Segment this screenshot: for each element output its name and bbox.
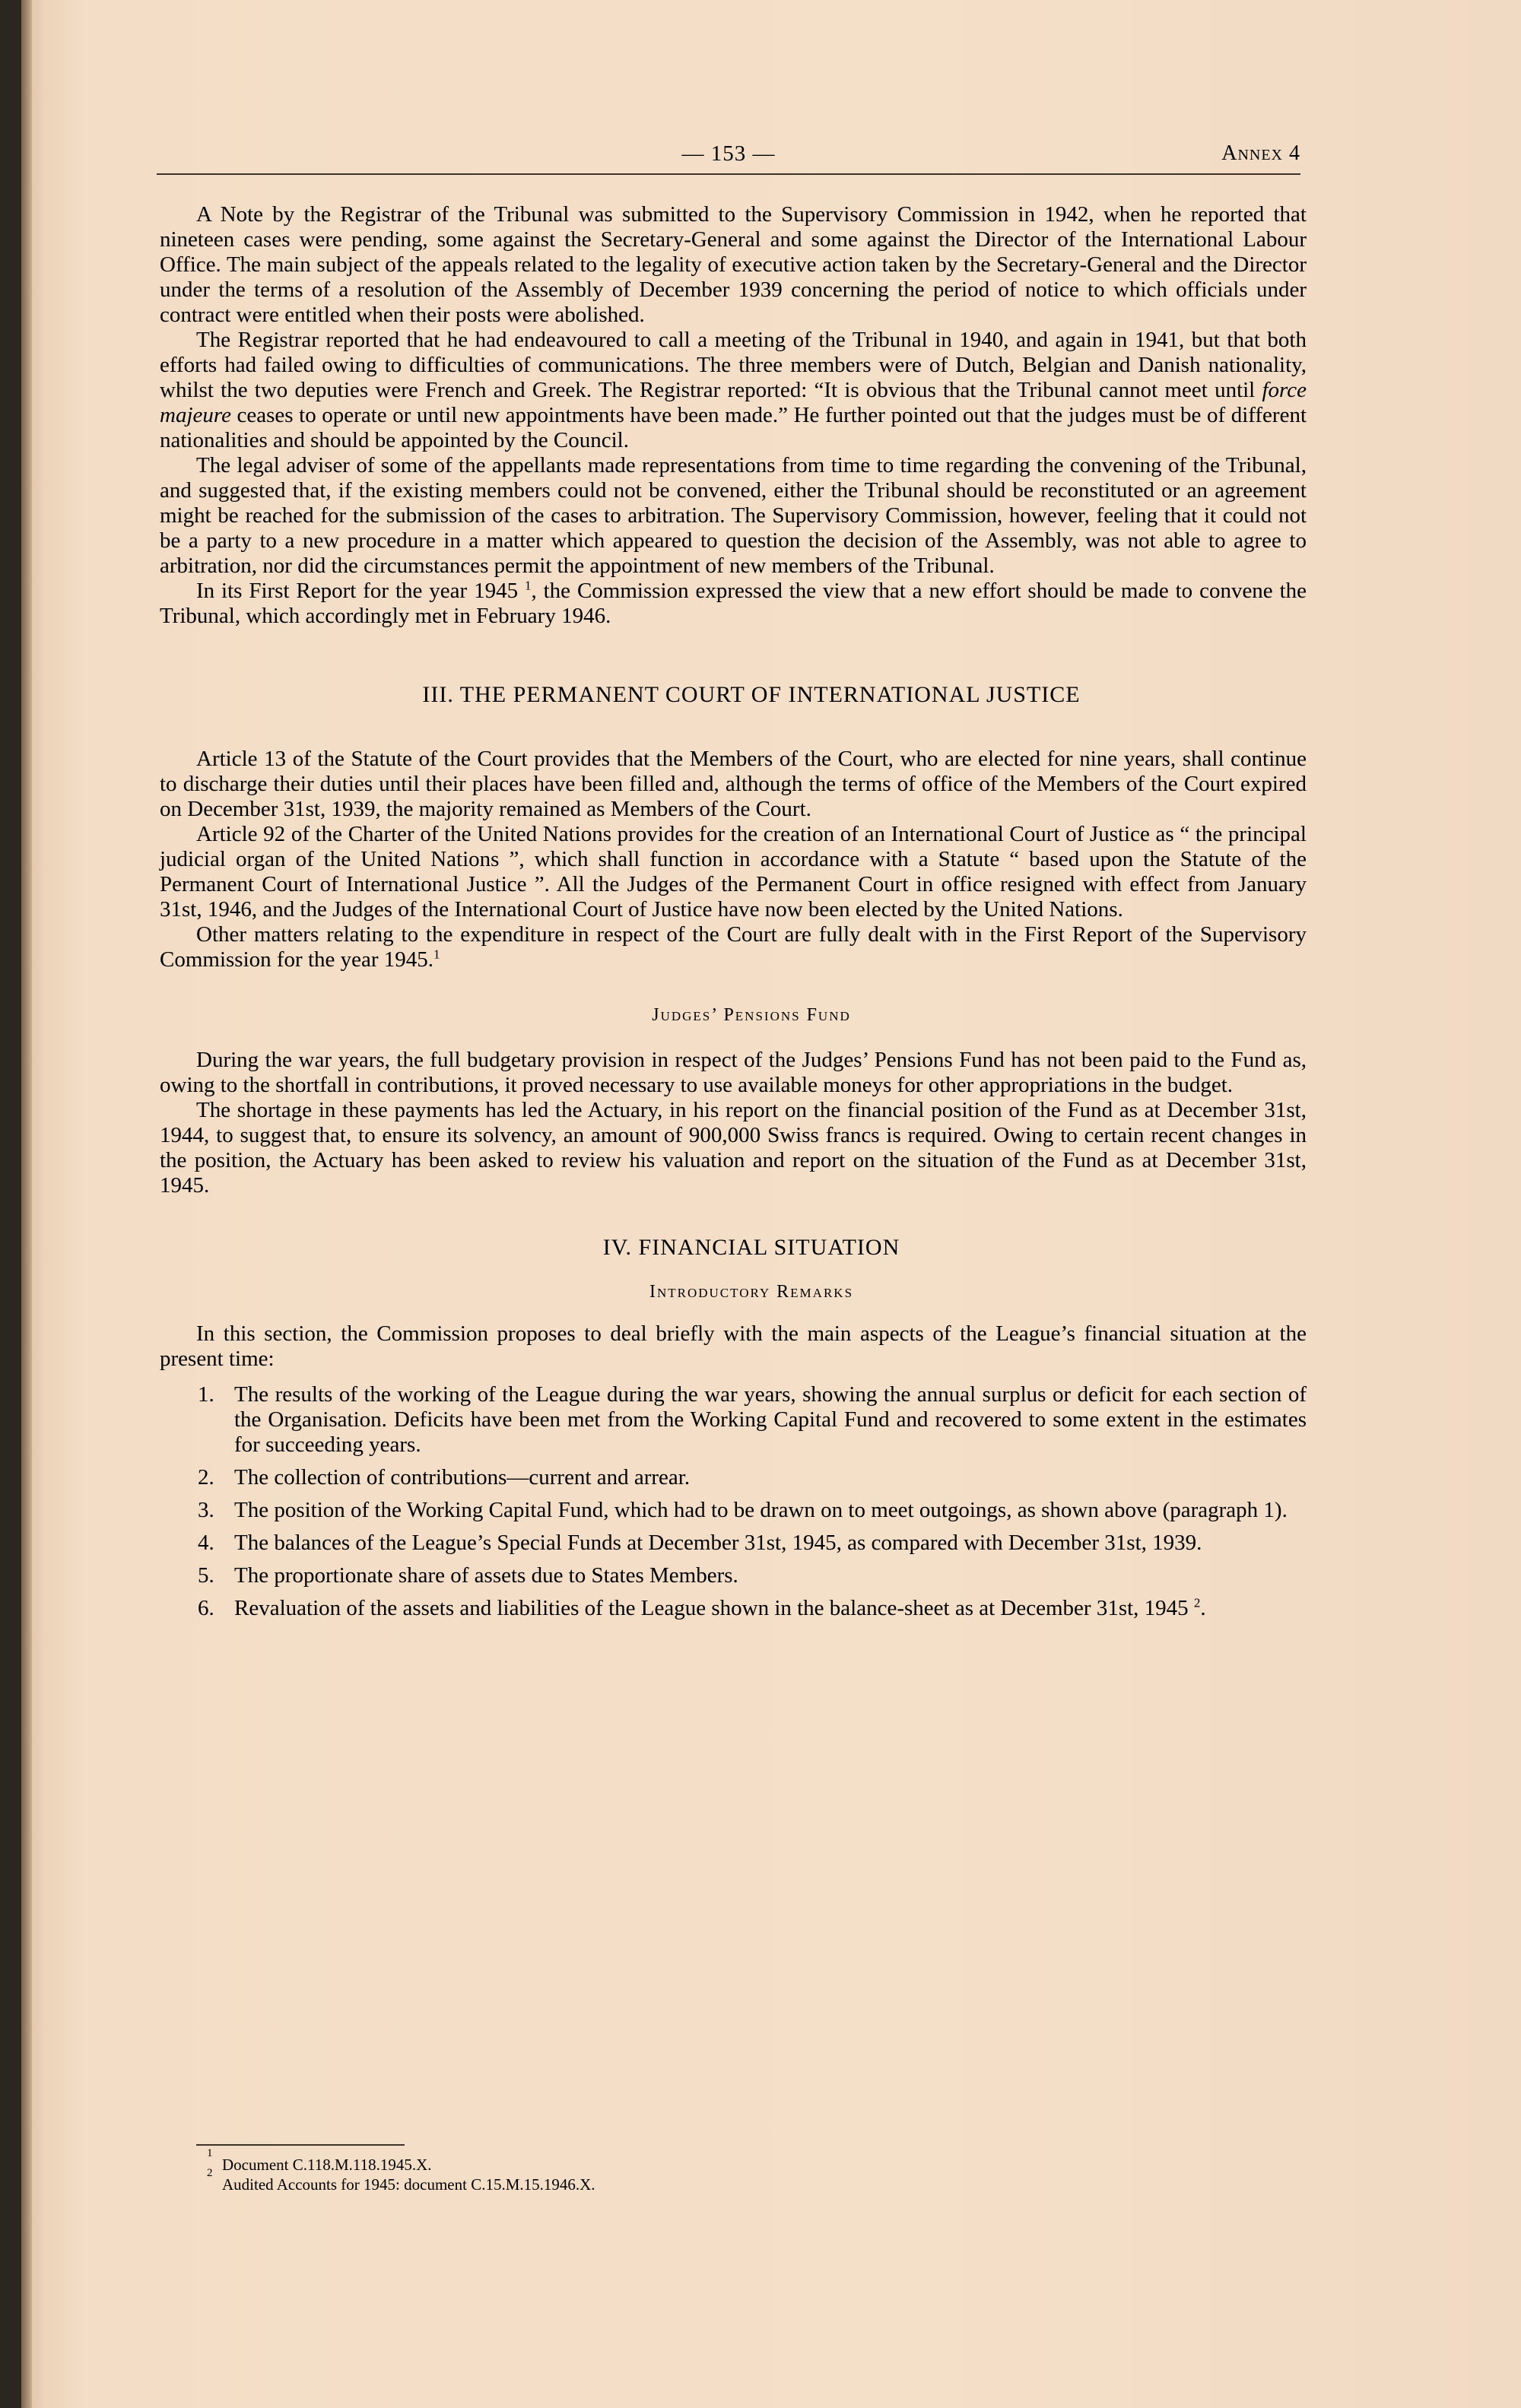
subheading-introductory: Introductory Remarks: [649, 1282, 854, 1302]
body-text: [160, 202, 1307, 1629]
paragraph-war-years: During the war years, the full budgetary provision in respect of the Judges’ Pensions Fund has not been paid to the Fund as, owing to the shortfall in contributions, it proved necessary to use available moneys for other appropriations in the budget.: [160, 1048, 1307, 1097]
footnote: Document C.118.M.118.1945.X.: [222, 2156, 432, 2174]
paragraph-intro: In this section, the Commission proposes to deal briefly with the main aspects of the League’s financial situation at the present time:: [160, 1321, 1307, 1371]
section-heading-court: III. THE PERMANENT COURT OF INTERNATIONAL JUSTICE: [422, 682, 1081, 707]
paragraph-other-matters: Other matters relating to the expenditure in respect of the Court are fully dealt with in the First Report of the Supervisory Commission for the year 1945.$^1$: [160, 922, 1307, 972]
list-item: 4. The balances of the League’s Special Funds at December 31st, 1945, as compared with December 31st, 1939.: [198, 1531, 1202, 1555]
paragraph-article-13: Article 13 of the Statute of the Court provides that the Members of the Court, who are elected for nine years, shall continue to discharge their duties until their places have been filled and, although the terms of office of the Members of the Court expired on December 31st, 1939, the majority remained as Members of the Court.: [160, 747, 1307, 821]
footnotes: [196, 2155, 1109, 2194]
header-rule: [157, 173, 1300, 175]
paragraph-registrar-report: The Registrar reported that he had endeavoured to call a meeting of the Tribunal in 1940, and again in 1941, but that both efforts had failed owing to difficulties of communications. The three members were of Dutch, Belgian and Danish nationality, whilst the two deputies were French and Greek. The Registrar reported: “It is obvious that the Tribunal cannot meet until force majeure ceases to operate or until new appointments have been made.” He further pointed out that the judges must be of different nationalities and should be appointed by the Council.: [160, 328, 1307, 452]
page-number: — 153 —: [681, 141, 776, 166]
section-heading-financial: IV. FINANCIAL SITUATION: [602, 1235, 900, 1260]
footnote-rule: [196, 2144, 405, 2146]
running-header: [157, 141, 1300, 176]
list-item: 3. The position of the Working Capital Fund, which had to be drawn on to meet outgoings, as shown above (paragraph 1).: [198, 1498, 1288, 1522]
footnote: 2 Audited Accounts for 1945: document C.15.M.15.1946.X.: [207, 2167, 595, 2194]
annex-label: Annex 4: [1221, 141, 1300, 165]
footnote-ref: 1: [524, 578, 532, 593]
financial-aspects-list: [160, 1382, 1307, 1621]
paragraph-legal-adviser: The legal adviser of some of the appellants made representations from time to time regarding the convening of the Tribunal, and suggested that, if the existing members could not be convened, either the Tribunal should be reconstituted or an agreement might be reached for the submission of the cases to arbitration. The Supervisory Commission, however, feeling that it could not be a party to a new procedure in a matter which appeared to question the decision of the Assembly, was not able to agree to arbitration, nor did the circumstances permit the appointment of new members of the Tribunal.: [160, 453, 1307, 578]
subheading-judges-pensions: Judges’ Pensions Fund: [652, 1005, 851, 1025]
page-binding-edge: [21, 0, 32, 2408]
paragraph-article-92: Article 92 of the Charter of the United Nations provides for the creation of an International Court of Justice as “ the principal judicial organ of the United Nations ”, which shall function in accordance with a Statute “ based upon the Statute of the Permanent Court of International Justice ”. All the Judges of the Permanent Court in office resigned with effect from January 31st, 1946, and the Judges of the International Court of Justice have now been elected by the United Nations.: [160, 822, 1307, 922]
paragraph-registrar-note: A Note by the Registrar of the Tribunal was submitted to the Supervisory Commission in 1942, when he reported that nineteen cases were pending, some against the Secretary-General and some against the Director of the International Labour Office. The main subject of the appeals related to the legality of executive action taken by the Secretary-General and the Director under the terms of a resolution of the Assembly of December 1939 concerning the period of notice to which officials under contract were entitled when their posts were abolished.: [160, 202, 1307, 327]
list-item: 1. The results of the working of the League during the war years, showing the annual surplus or deficit for each section of the Organisation. Deficits have been met from the Working Capital Fund and recovered to some extent in the estimates for succeeding years.: [198, 1382, 1307, 1457]
footnote-ref: 1: [433, 947, 440, 962]
list-item: 2. The collection of contributions—current and arrear.: [198, 1465, 691, 1490]
paragraph-actuary: The shortage in these payments has led the Actuary, in his report on the financial position of the Fund as at December 31st, 1944, to suggest that, to ensure its solvency, an amount of 900,000 Swiss francs is required. Owing to certain recent changes in the position, the Actuary has been asked to review his valuation and report on the situation of the Fund as at December 31st, 1945.: [160, 1098, 1307, 1198]
list-item: 6. Revaluation of the assets and liabilities of the League shown in the balance-sheet as at December 31st, 1945 $^2$.: [198, 1595, 1206, 1620]
footnote-ref: 2: [1193, 1595, 1201, 1610]
paragraph-first-report: In its First Report for the year 1945 $^1$, the Commission expressed the view that a new effort should be made to convene the Tribunal, which accordingly met in February 1946.: [160, 578, 1307, 628]
list-item: 5. The proportionate share of assets due to States Members.: [198, 1563, 738, 1588]
